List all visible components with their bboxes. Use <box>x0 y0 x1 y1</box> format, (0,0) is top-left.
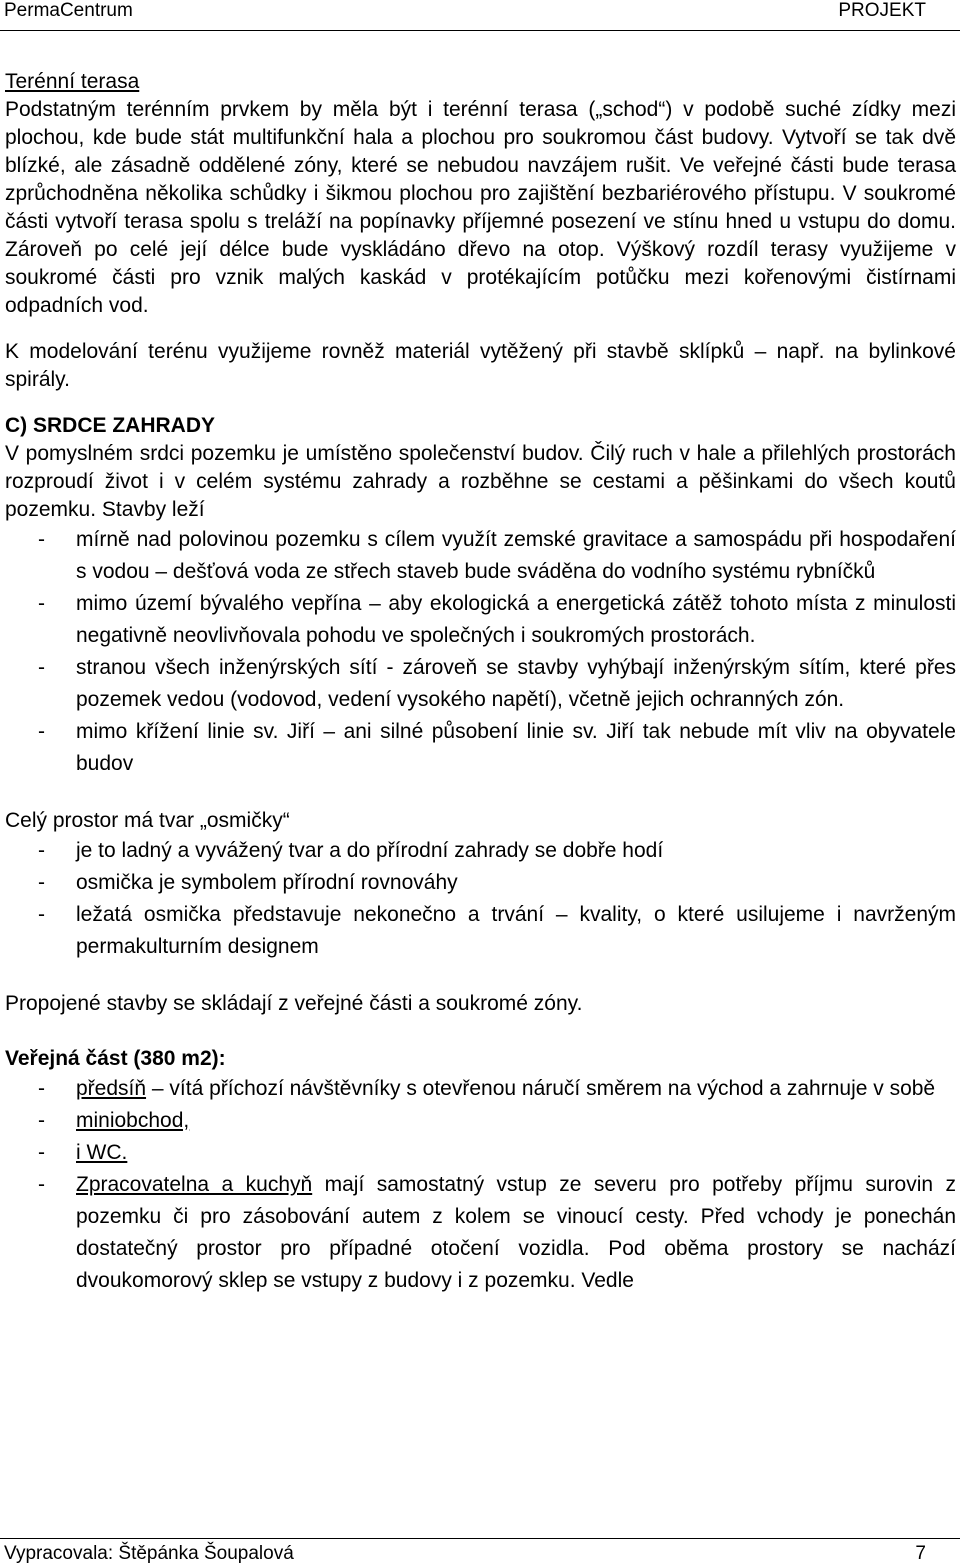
list-osmicka <box>5 835 956 963</box>
list-item: - mimo křížení linie sv. Jiří – ani silné působení linie sv. Jiří tak nebude mít vliv na obyvatele budov <box>38 720 956 775</box>
page-header <box>0 0 960 31</box>
paragraph-osmicka: Celý prostor má tvar „osmičky“ <box>5 809 290 832</box>
list-item: - miniobchod, <box>38 1109 190 1132</box>
list-item: - Zpracovatelna a kuchyň mají samostatný vstup ze severu pro potřeby příjmu surovin z pozemku či pro zásobování autem z kolem se vinoucí cesty. Před vchody je ponechán dostatečný prostor pro případné otočení vozidla. Pod oběma prostory se nachází dvoukomorový sklep se vstupy z budovy i z pozemku. Vedle <box>38 1173 956 1292</box>
list-item: - mimo území bývalého vepřína – aby ekologická a energetická zátěž tohoto místa z minulosti negativně neovlivňovala pohodu ve společných i soukromých prostorách. <box>38 592 956 647</box>
list-item: - osmička je symbolem přírodní rovnováhy <box>38 871 458 894</box>
section-title-srdce: C) SRDCE ZAHRADY <box>5 414 215 437</box>
header-label: PROJEKT <box>838 0 926 21</box>
header-project-name: PermaCentrum <box>4 0 133 21</box>
section-title-verejna: Veřejná část (380 m2): <box>5 1047 226 1070</box>
footer-author: Vypracovala: Štěpánka Šoupalová <box>4 1543 294 1564</box>
list-verejna <box>5 1073 956 1297</box>
page-number: 7 <box>915 1543 926 1564</box>
paragraph-srdce: V pomyslném srdci pozemku je umístěno společenství budov. Čilý ruch v hale a přilehlých prostorách rozproudí život i v celém systému zahrady a rozběhne se cestami a pěšinkami do všech koutů pozemku. Stavby leží <box>5 442 956 521</box>
section-title-terasa: Terénní terasa <box>5 70 140 93</box>
list-stavby <box>5 524 956 780</box>
document-body <box>5 68 956 1297</box>
list-item: - ležatá osmička představuje nekonečno a trvání – kvality, o které usilujeme i navrženým permakulturním designem <box>38 903 956 958</box>
list-item: - je to ladný a vyvážený tvar a do přírodní zahrady se dobře hodí <box>38 839 664 862</box>
paragraph-modelovani: K modelování terénu využijeme rovněž materiál vytěžený při stavbě sklípků – např. na bylinkové spirály. <box>5 340 956 391</box>
list-item: - i WC. <box>38 1141 128 1164</box>
list-item: - předsíň – vítá příchozí návštěvníky s otevřenou náručí směrem na východ a zahrnuje v sobě <box>38 1077 936 1100</box>
page-footer <box>0 1538 960 1566</box>
list-item: - mírně nad polovinou pozemku s cílem využít zemské gravitace a samospádu při hospodaření s vodou – dešťová voda ze střech staveb bude sváděna do vodního systému rybníčků <box>38 528 956 583</box>
paragraph-terasa: Podstatným terénním prvkem by měla být i terénní terasa („schod“) v podobě suché zídky mezi plochou, kde bude stát multifunkční hala a plochou pro soukromou část budovy. Vytvoří se tak dvě blízké, ale zásadně oddělené zóny, které se nebudou navzájem rušit. Ve veřejné části bude terasa zprůchodněna několika schůdky i šikmou plochou pro zajištění bezbariérového přístupu. V soukromé části vytvoří terasa spolu s treláží na popínavky příjemné posezení ve stínu hned u vstupu do domu. Zároveň po celé její délce bude vyskládáno dřevo na otop. Výškový rozdíl terasy využijeme v soukromé části pro vznik malých kaskád v protékajícím potůčku mezi kořenovými čistírnami odpadních vod. <box>5 98 956 317</box>
list-item: - stranou všech inženýrských sítí - zároveň se stavby vyhýbají inženýrským sítím, které přes pozemek vedou (vodovod, vedení vysokého napětí), včetně jejich ochranných zón. <box>38 656 956 711</box>
paragraph-propojene: Propojené stavby se skládají z veřejné části a soukromé zóny. <box>5 992 583 1015</box>
